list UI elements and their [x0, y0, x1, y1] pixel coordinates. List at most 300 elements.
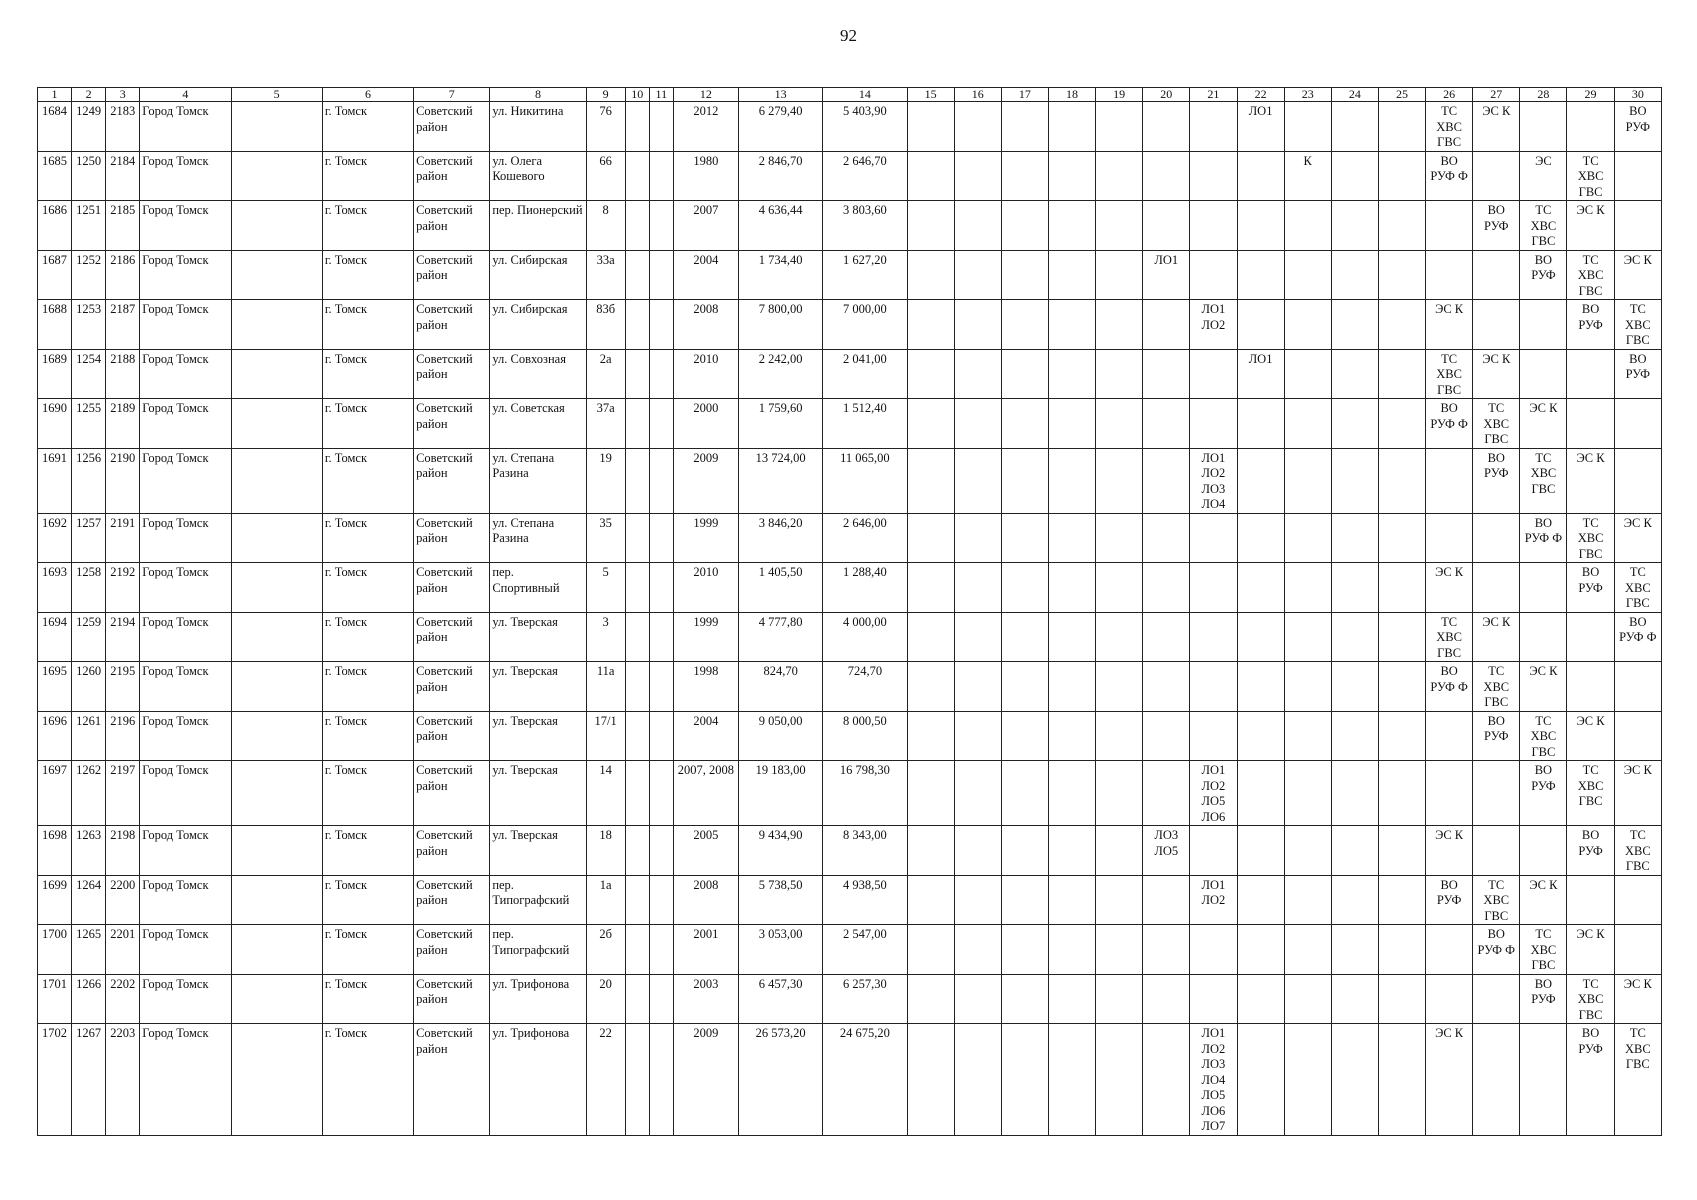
table-cell: [1096, 399, 1143, 449]
table-cell: [954, 875, 1001, 925]
table-cell: 1689: [38, 349, 72, 399]
table-cell: [1284, 513, 1331, 563]
table-cell: [954, 1024, 1001, 1136]
table-cell: [1426, 711, 1473, 761]
table-cell: ТС ХВС ГВС: [1614, 1024, 1661, 1136]
table-cell: [625, 612, 649, 662]
table-cell: ТС ХВС ГВС: [1520, 201, 1567, 251]
table-cell: ул. Совхозная: [490, 349, 586, 399]
table-cell: [1143, 349, 1190, 399]
table-cell: ЛО1 ЛО2 ЛО5 ЛО6: [1190, 761, 1237, 826]
table-cell: ВО РУФ: [1567, 826, 1614, 876]
table-cell: 2010: [673, 563, 738, 613]
table-cell: [1473, 300, 1520, 350]
table-cell: 1а: [586, 875, 625, 925]
table-cell: [649, 1024, 673, 1136]
table-cell: [231, 250, 322, 300]
table-cell: [1096, 201, 1143, 251]
table-cell: [1190, 925, 1237, 975]
table-row: [38, 662, 1662, 712]
table-cell: Город Томск: [140, 151, 231, 201]
table-cell: г. Томск: [322, 761, 413, 826]
table-cell: [1614, 201, 1661, 251]
table-cell: [907, 250, 954, 300]
column-header: 22: [1237, 88, 1284, 102]
table-cell: [1237, 151, 1284, 201]
table-cell: [1237, 1024, 1284, 1136]
table-cell: [1096, 563, 1143, 613]
table-cell: ВО РУФ Ф: [1520, 513, 1567, 563]
table-cell: г. Томск: [322, 826, 413, 876]
table-cell: [1567, 662, 1614, 712]
table-cell: [907, 711, 954, 761]
table-cell: [1331, 151, 1378, 201]
table-cell: [1096, 612, 1143, 662]
table-cell: ЛО1: [1237, 349, 1284, 399]
table-cell: [1096, 925, 1143, 975]
table-cell: [1473, 826, 1520, 876]
table-cell: 83б: [586, 300, 625, 350]
table-cell: Советский район: [414, 1024, 490, 1136]
table-row: [38, 250, 1662, 300]
table-cell: ЭС К: [1614, 250, 1661, 300]
table-cell: [1237, 974, 1284, 1024]
table-cell: пер. Типографский: [490, 925, 586, 975]
table-cell: 4 938,50: [823, 875, 907, 925]
table-cell: г. Томск: [322, 399, 413, 449]
table-cell: [1237, 448, 1284, 513]
column-header: 28: [1520, 88, 1567, 102]
column-header: 5: [231, 88, 322, 102]
table-cell: Советский район: [414, 612, 490, 662]
column-header: 2: [72, 88, 106, 102]
table-cell: [1048, 201, 1095, 251]
table-cell: ЛО1: [1237, 102, 1284, 152]
column-header: 25: [1378, 88, 1425, 102]
table-cell: [1001, 563, 1048, 613]
table-cell: [1001, 201, 1048, 251]
table-cell: [1426, 201, 1473, 251]
table-cell: [1520, 349, 1567, 399]
table-cell: ЭС К: [1614, 513, 1661, 563]
table-cell: Советский район: [414, 250, 490, 300]
table-cell: Город Томск: [140, 761, 231, 826]
table-cell: Советский район: [414, 201, 490, 251]
column-header: 7: [414, 88, 490, 102]
table-cell: 2186: [106, 250, 140, 300]
table-cell: [1331, 300, 1378, 350]
table-cell: [649, 102, 673, 152]
table-cell: 2001: [673, 925, 738, 975]
table-cell: 2188: [106, 349, 140, 399]
table-cell: ТС ХВС ГВС: [1567, 513, 1614, 563]
table-cell: 2202: [106, 974, 140, 1024]
table-cell: ул. Никитина: [490, 102, 586, 152]
table-row: [38, 761, 1662, 826]
table-cell: ВО РУФ: [1567, 563, 1614, 613]
table-cell: ЭС К: [1614, 761, 1661, 826]
table-cell: [1096, 826, 1143, 876]
table-cell: г. Томск: [322, 974, 413, 1024]
table-cell: г. Томск: [322, 151, 413, 201]
table-cell: [1237, 300, 1284, 350]
table-cell: [1473, 761, 1520, 826]
table-cell: [1473, 151, 1520, 201]
table-row: [38, 151, 1662, 201]
table-cell: [1520, 300, 1567, 350]
table-cell: 1249: [72, 102, 106, 152]
table-cell: 2 242,00: [739, 349, 823, 399]
table-cell: [954, 448, 1001, 513]
table-cell: 1701: [38, 974, 72, 1024]
table-cell: ЭС К: [1614, 974, 1661, 1024]
table-cell: ЛО1 ЛО2: [1190, 875, 1237, 925]
table-cell: 1999: [673, 513, 738, 563]
table-cell: [1048, 1024, 1095, 1136]
table-cell: [907, 513, 954, 563]
table-cell: [1378, 399, 1425, 449]
table-cell: [1143, 711, 1190, 761]
table-cell: [907, 826, 954, 876]
table-cell: [1096, 1024, 1143, 1136]
table-cell: 2190: [106, 448, 140, 513]
table-cell: [1190, 662, 1237, 712]
table-cell: 1 512,40: [823, 399, 907, 449]
table-cell: 1697: [38, 761, 72, 826]
column-header: 9: [586, 88, 625, 102]
table-cell: [907, 563, 954, 613]
table-cell: 1702: [38, 1024, 72, 1136]
table-cell: [954, 349, 1001, 399]
table-cell: [1001, 300, 1048, 350]
table-cell: [1614, 448, 1661, 513]
table-cell: 2009: [673, 1024, 738, 1136]
table-cell: 1693: [38, 563, 72, 613]
table-cell: [1048, 662, 1095, 712]
table-cell: [1614, 925, 1661, 975]
table-cell: [954, 925, 1001, 975]
table-cell: [1096, 151, 1143, 201]
table-cell: [1048, 875, 1095, 925]
table-cell: [1001, 925, 1048, 975]
table-cell: 1980: [673, 151, 738, 201]
table-cell: [231, 612, 322, 662]
table-cell: 7 000,00: [823, 300, 907, 350]
table-cell: ВО РУФ: [1520, 761, 1567, 826]
table-cell: [1614, 151, 1661, 201]
table-cell: [231, 448, 322, 513]
table-cell: 2008: [673, 300, 738, 350]
table-cell: г. Томск: [322, 612, 413, 662]
table-cell: [954, 826, 1001, 876]
table-cell: [907, 448, 954, 513]
table-cell: [907, 399, 954, 449]
table-cell: [231, 761, 322, 826]
table-cell: 2а: [586, 349, 625, 399]
column-header-row: [38, 88, 1662, 102]
table-cell: [907, 201, 954, 251]
table-cell: [231, 151, 322, 201]
table-cell: ул. Тверская: [490, 761, 586, 826]
table-cell: Советский район: [414, 711, 490, 761]
table-cell: ЭС К: [1520, 875, 1567, 925]
table-cell: 1698: [38, 826, 72, 876]
table-cell: [1143, 399, 1190, 449]
table-row: [38, 563, 1662, 613]
table-cell: 1261: [72, 711, 106, 761]
table-cell: [1284, 875, 1331, 925]
table-cell: ЭС К: [1473, 102, 1520, 152]
table-cell: [1143, 925, 1190, 975]
table-cell: [231, 875, 322, 925]
table-cell: [1614, 875, 1661, 925]
table-cell: К: [1284, 151, 1331, 201]
table-cell: 2004: [673, 250, 738, 300]
table-cell: 37а: [586, 399, 625, 449]
table-cell: 1265: [72, 925, 106, 975]
table-cell: ул. Тверская: [490, 711, 586, 761]
table-cell: [231, 563, 322, 613]
table-cell: [625, 448, 649, 513]
table-cell: [1567, 349, 1614, 399]
table-cell: [625, 300, 649, 350]
table-cell: [625, 826, 649, 876]
table-cell: ЛО3 ЛО5: [1143, 826, 1190, 876]
table-cell: [1048, 826, 1095, 876]
table-cell: 22: [586, 1024, 625, 1136]
table-cell: [1143, 563, 1190, 613]
table-cell: 1 734,40: [739, 250, 823, 300]
table-cell: [649, 201, 673, 251]
table-row: [38, 399, 1662, 449]
column-header: 11: [649, 88, 673, 102]
table-cell: [907, 662, 954, 712]
column-header: 27: [1473, 88, 1520, 102]
table-cell: 2008: [673, 875, 738, 925]
column-header: 4: [140, 88, 231, 102]
table-cell: г. Томск: [322, 250, 413, 300]
table-cell: [1237, 201, 1284, 251]
table-cell: [1001, 974, 1048, 1024]
table-cell: [1048, 513, 1095, 563]
table-cell: [907, 974, 954, 1024]
table-cell: [1284, 662, 1331, 712]
table-cell: ТС ХВС ГВС: [1473, 399, 1520, 449]
table-cell: ул. Олега Кошевого: [490, 151, 586, 201]
table-cell: 3: [586, 612, 625, 662]
table-cell: 1695: [38, 662, 72, 712]
table-cell: 19 183,00: [739, 761, 823, 826]
table-cell: [954, 399, 1001, 449]
table-cell: ЭС: [1520, 151, 1567, 201]
table-cell: [1284, 612, 1331, 662]
table-cell: ул. Тверская: [490, 662, 586, 712]
register-table: [37, 87, 1662, 1136]
table-cell: [1096, 711, 1143, 761]
table-cell: ЛО1: [1143, 250, 1190, 300]
table-cell: ТС ХВС ГВС: [1614, 300, 1661, 350]
table-cell: 76: [586, 102, 625, 152]
table-cell: [1473, 1024, 1520, 1136]
table-cell: [1284, 711, 1331, 761]
table-cell: ВО РУФ: [1473, 711, 1520, 761]
table-cell: 2009: [673, 448, 738, 513]
table-cell: [1143, 875, 1190, 925]
table-row: [38, 349, 1662, 399]
table-cell: [1378, 563, 1425, 613]
table-cell: ВО РУФ: [1473, 448, 1520, 513]
table-cell: [649, 925, 673, 975]
table-cell: [907, 925, 954, 975]
table-cell: ЭС К: [1426, 300, 1473, 350]
table-cell: 2 846,70: [739, 151, 823, 201]
table-cell: Советский район: [414, 563, 490, 613]
table-cell: 11 065,00: [823, 448, 907, 513]
table-cell: [649, 826, 673, 876]
table-cell: 66: [586, 151, 625, 201]
table-cell: [649, 250, 673, 300]
table-cell: ТС ХВС ГВС: [1567, 250, 1614, 300]
table-cell: 1690: [38, 399, 72, 449]
table-cell: 1259: [72, 612, 106, 662]
table-cell: [1001, 761, 1048, 826]
table-cell: ул. Степана Разина: [490, 513, 586, 563]
table-cell: 2198: [106, 826, 140, 876]
table-cell: ТС ХВС ГВС: [1614, 563, 1661, 613]
table-cell: 2 547,00: [823, 925, 907, 975]
column-header: 20: [1143, 88, 1190, 102]
table-cell: [625, 875, 649, 925]
table-cell: [954, 151, 1001, 201]
table-cell: 724,70: [823, 662, 907, 712]
table-cell: 1684: [38, 102, 72, 152]
table-cell: [1331, 513, 1378, 563]
table-cell: [1378, 250, 1425, 300]
table-cell: 2191: [106, 513, 140, 563]
table-cell: [649, 761, 673, 826]
table-cell: 7 800,00: [739, 300, 823, 350]
table-cell: 24 675,20: [823, 1024, 907, 1136]
table-cell: 1691: [38, 448, 72, 513]
table-cell: 1260: [72, 662, 106, 712]
table-cell: 1266: [72, 974, 106, 1024]
table-cell: 13 724,00: [739, 448, 823, 513]
table-cell: [1143, 151, 1190, 201]
column-header: 13: [739, 88, 823, 102]
table-cell: [649, 662, 673, 712]
column-header: 21: [1190, 88, 1237, 102]
table-cell: г. Томск: [322, 1024, 413, 1136]
column-header: 23: [1284, 88, 1331, 102]
table-cell: [1190, 349, 1237, 399]
table-cell: [1143, 761, 1190, 826]
table-cell: ул. Тверская: [490, 826, 586, 876]
table-cell: ЭС К: [1426, 1024, 1473, 1136]
column-header: 8: [490, 88, 586, 102]
column-header: 16: [954, 88, 1001, 102]
table-cell: 16 798,30: [823, 761, 907, 826]
table-cell: Город Томск: [140, 201, 231, 251]
table-cell: г. Томск: [322, 102, 413, 152]
table-cell: 2195: [106, 662, 140, 712]
table-cell: 1687: [38, 250, 72, 300]
table-cell: ЭС К: [1473, 349, 1520, 399]
table-cell: [1284, 761, 1331, 826]
table-cell: [1237, 399, 1284, 449]
table-cell: Советский район: [414, 875, 490, 925]
table-cell: [1048, 349, 1095, 399]
table-cell: ТС ХВС ГВС: [1426, 349, 1473, 399]
column-header: 3: [106, 88, 140, 102]
table-cell: ул. Сибирская: [490, 300, 586, 350]
table-cell: Город Томск: [140, 563, 231, 613]
column-header: 10: [625, 88, 649, 102]
table-cell: [954, 761, 1001, 826]
table-cell: [625, 711, 649, 761]
table-cell: 5 403,90: [823, 102, 907, 152]
table-cell: [1331, 925, 1378, 975]
table-cell: 6 279,40: [739, 102, 823, 152]
table-cell: 26 573,20: [739, 1024, 823, 1136]
table-cell: [1331, 612, 1378, 662]
table-cell: Советский район: [414, 761, 490, 826]
table-cell: [231, 1024, 322, 1136]
table-cell: 1252: [72, 250, 106, 300]
table-cell: [1048, 974, 1095, 1024]
table-cell: [1426, 761, 1473, 826]
table-cell: [1096, 349, 1143, 399]
table-cell: [954, 612, 1001, 662]
table-cell: [1331, 448, 1378, 513]
table-cell: [1143, 201, 1190, 251]
table-cell: Город Томск: [140, 513, 231, 563]
table-cell: [1096, 662, 1143, 712]
table-cell: [231, 349, 322, 399]
table-cell: [1001, 513, 1048, 563]
table-cell: [1473, 250, 1520, 300]
table-cell: ВО РУФ: [1614, 349, 1661, 399]
table-cell: ВО РУФ: [1473, 201, 1520, 251]
table-cell: ЭС К: [1567, 925, 1614, 975]
table-cell: [1190, 826, 1237, 876]
table-cell: [907, 1024, 954, 1136]
table-cell: Советский район: [414, 826, 490, 876]
column-header: 6: [322, 88, 413, 102]
table-cell: 2010: [673, 349, 738, 399]
table-cell: [1237, 826, 1284, 876]
table-cell: [1378, 300, 1425, 350]
table-cell: [1284, 448, 1331, 513]
table-cell: ЭС К: [1520, 399, 1567, 449]
table-cell: [231, 711, 322, 761]
table-cell: [1473, 563, 1520, 613]
table-cell: [1237, 925, 1284, 975]
table-cell: [1331, 711, 1378, 761]
table-cell: ВО РУФ: [1520, 974, 1567, 1024]
table-cell: [231, 399, 322, 449]
table-cell: [907, 349, 954, 399]
table-cell: 1255: [72, 399, 106, 449]
table-cell: ВО РУФ: [1567, 300, 1614, 350]
table-cell: [1190, 974, 1237, 1024]
table-cell: [1378, 925, 1425, 975]
table-cell: Город Томск: [140, 448, 231, 513]
table-cell: ЛО1 ЛО2 ЛО3 ЛО4: [1190, 448, 1237, 513]
table-cell: ВО РУФ Ф: [1473, 925, 1520, 975]
table-cell: Город Томск: [140, 875, 231, 925]
table-cell: ТС ХВС ГВС: [1567, 151, 1614, 201]
table-cell: [1237, 612, 1284, 662]
